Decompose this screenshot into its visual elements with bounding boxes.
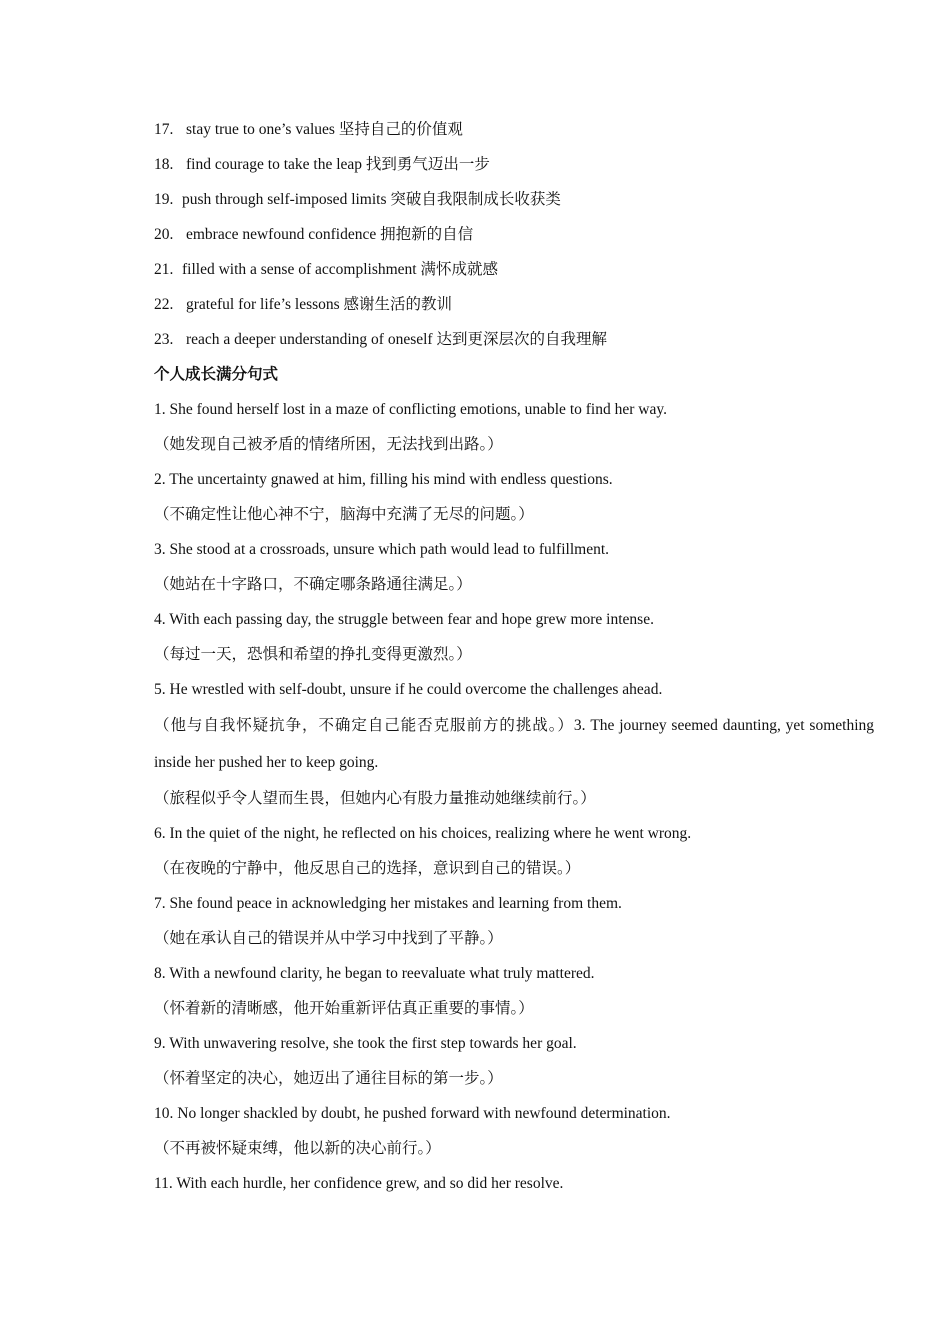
sentence-translation: （不确定性让他心神不宁，脑海中充满了无尽的问题。）	[154, 506, 534, 523]
sentence-english: 10. No longer shackled by doubt, he pushed forward with newfound determination.	[154, 1105, 671, 1122]
vocab-text: embrace newfound confidence 拥抱新的自信	[186, 226, 474, 243]
vocab-text: grateful for life’s lessons 感谢生活的教训	[186, 296, 453, 313]
sentence-translation: （在夜晚的宁静中，他反思自己的选择，意识到自己的错误。）	[154, 860, 581, 877]
vocab-item	[154, 217, 874, 252]
vocab-item	[154, 322, 874, 357]
sentence-english: 7. She found peace in acknowledging her mistakes and learning from them.	[154, 895, 622, 912]
sentence-english: 11. With each hurdle, her confidence grew, and so did her resolve.	[154, 1175, 564, 1192]
sentence-translation: （她站在十字路口，不确定哪条路通往满足。）	[154, 576, 472, 593]
sentence-english: 6. In the quiet of the night, he reflected on his choices, realizing where he went wrong.	[154, 825, 692, 842]
vocab-item	[154, 182, 874, 217]
vocab-number: 20.	[154, 226, 174, 243]
sentence-english: 3. She stood at a crossroads, unsure which path would lead to fulfillment.	[154, 541, 610, 558]
vocab-text: find courage to take the leap 找到勇气迈出一步	[186, 156, 490, 173]
vocab-number: 18.	[154, 156, 174, 173]
vocab-item	[154, 252, 874, 287]
vocab-number: 23.	[154, 331, 174, 348]
vocab-number: 17.	[154, 121, 174, 138]
vocab-item	[154, 112, 874, 147]
sentence-translation: （她在承认自己的错误并从中学习中找到了平静。）	[154, 930, 503, 947]
vocab-text: filled with a sense of accomplishment 满怀成就感	[182, 261, 498, 278]
sentence-translation: （不再被怀疑束缚，他以新的决心前行。）	[154, 1140, 441, 1157]
sentence-english: 4. With each passing day, the struggle between fear and hope grew more intense.	[154, 611, 654, 628]
section-heading: 个人成长满分句式	[154, 366, 279, 383]
vocab-text: stay true to one’s values 坚持自己的价值观	[186, 121, 463, 138]
vocab-number: 22.	[154, 296, 174, 313]
vocab-item	[154, 287, 874, 322]
sentence-english: 1. She found herself lost in a maze of conflicting emotions, unable to find her way.	[154, 401, 667, 418]
sentence-english: 2. The uncertainty gnawed at him, filling his mind with endless questions.	[154, 471, 613, 488]
sentence-translation: （每过一天，恐惧和希望的挣扎变得更激烈。）	[154, 646, 472, 663]
document-page	[154, 112, 874, 1201]
vocab-number: 19.	[154, 191, 174, 208]
sentence-translation: （旅程似乎令人望而生畏，但她内心有股力量推动她继续前行。）	[154, 790, 596, 807]
sentence-english: 9. With unwavering resolve, she took the first step towards her goal.	[154, 1035, 577, 1052]
sentence-english: 8. With a newfound clarity, he began to reevaluate what truly mattered.	[154, 965, 595, 982]
sentence-translation: （怀着新的清晰感，他开始重新评估真正重要的事情。）	[154, 1000, 534, 1017]
vocab-item	[154, 147, 874, 182]
sentence-english: 5. He wrestled with self-doubt, unsure if he could overcome the challenges ahead.	[154, 681, 663, 698]
vocab-text: reach a deeper understanding of oneself 达到更深层次的自我理解	[186, 331, 607, 348]
sentence-translation: （怀着坚定的决心，她迈出了通往目标的第一步。）	[154, 1070, 503, 1087]
vocab-text: push through self-imposed limits 突破自我限制成长收获类	[182, 191, 561, 208]
merged-paragraph: （他与自我怀疑抗争，不确定自己能否克服前方的挑战。）3. The journey seemed daunting, yet something inside her pushed her to keep going.	[154, 717, 874, 771]
vocab-number: 21.	[154, 261, 174, 278]
sentence-translation: （她发现自己被矛盾的情绪所困，无法找到出路。）	[154, 436, 503, 453]
